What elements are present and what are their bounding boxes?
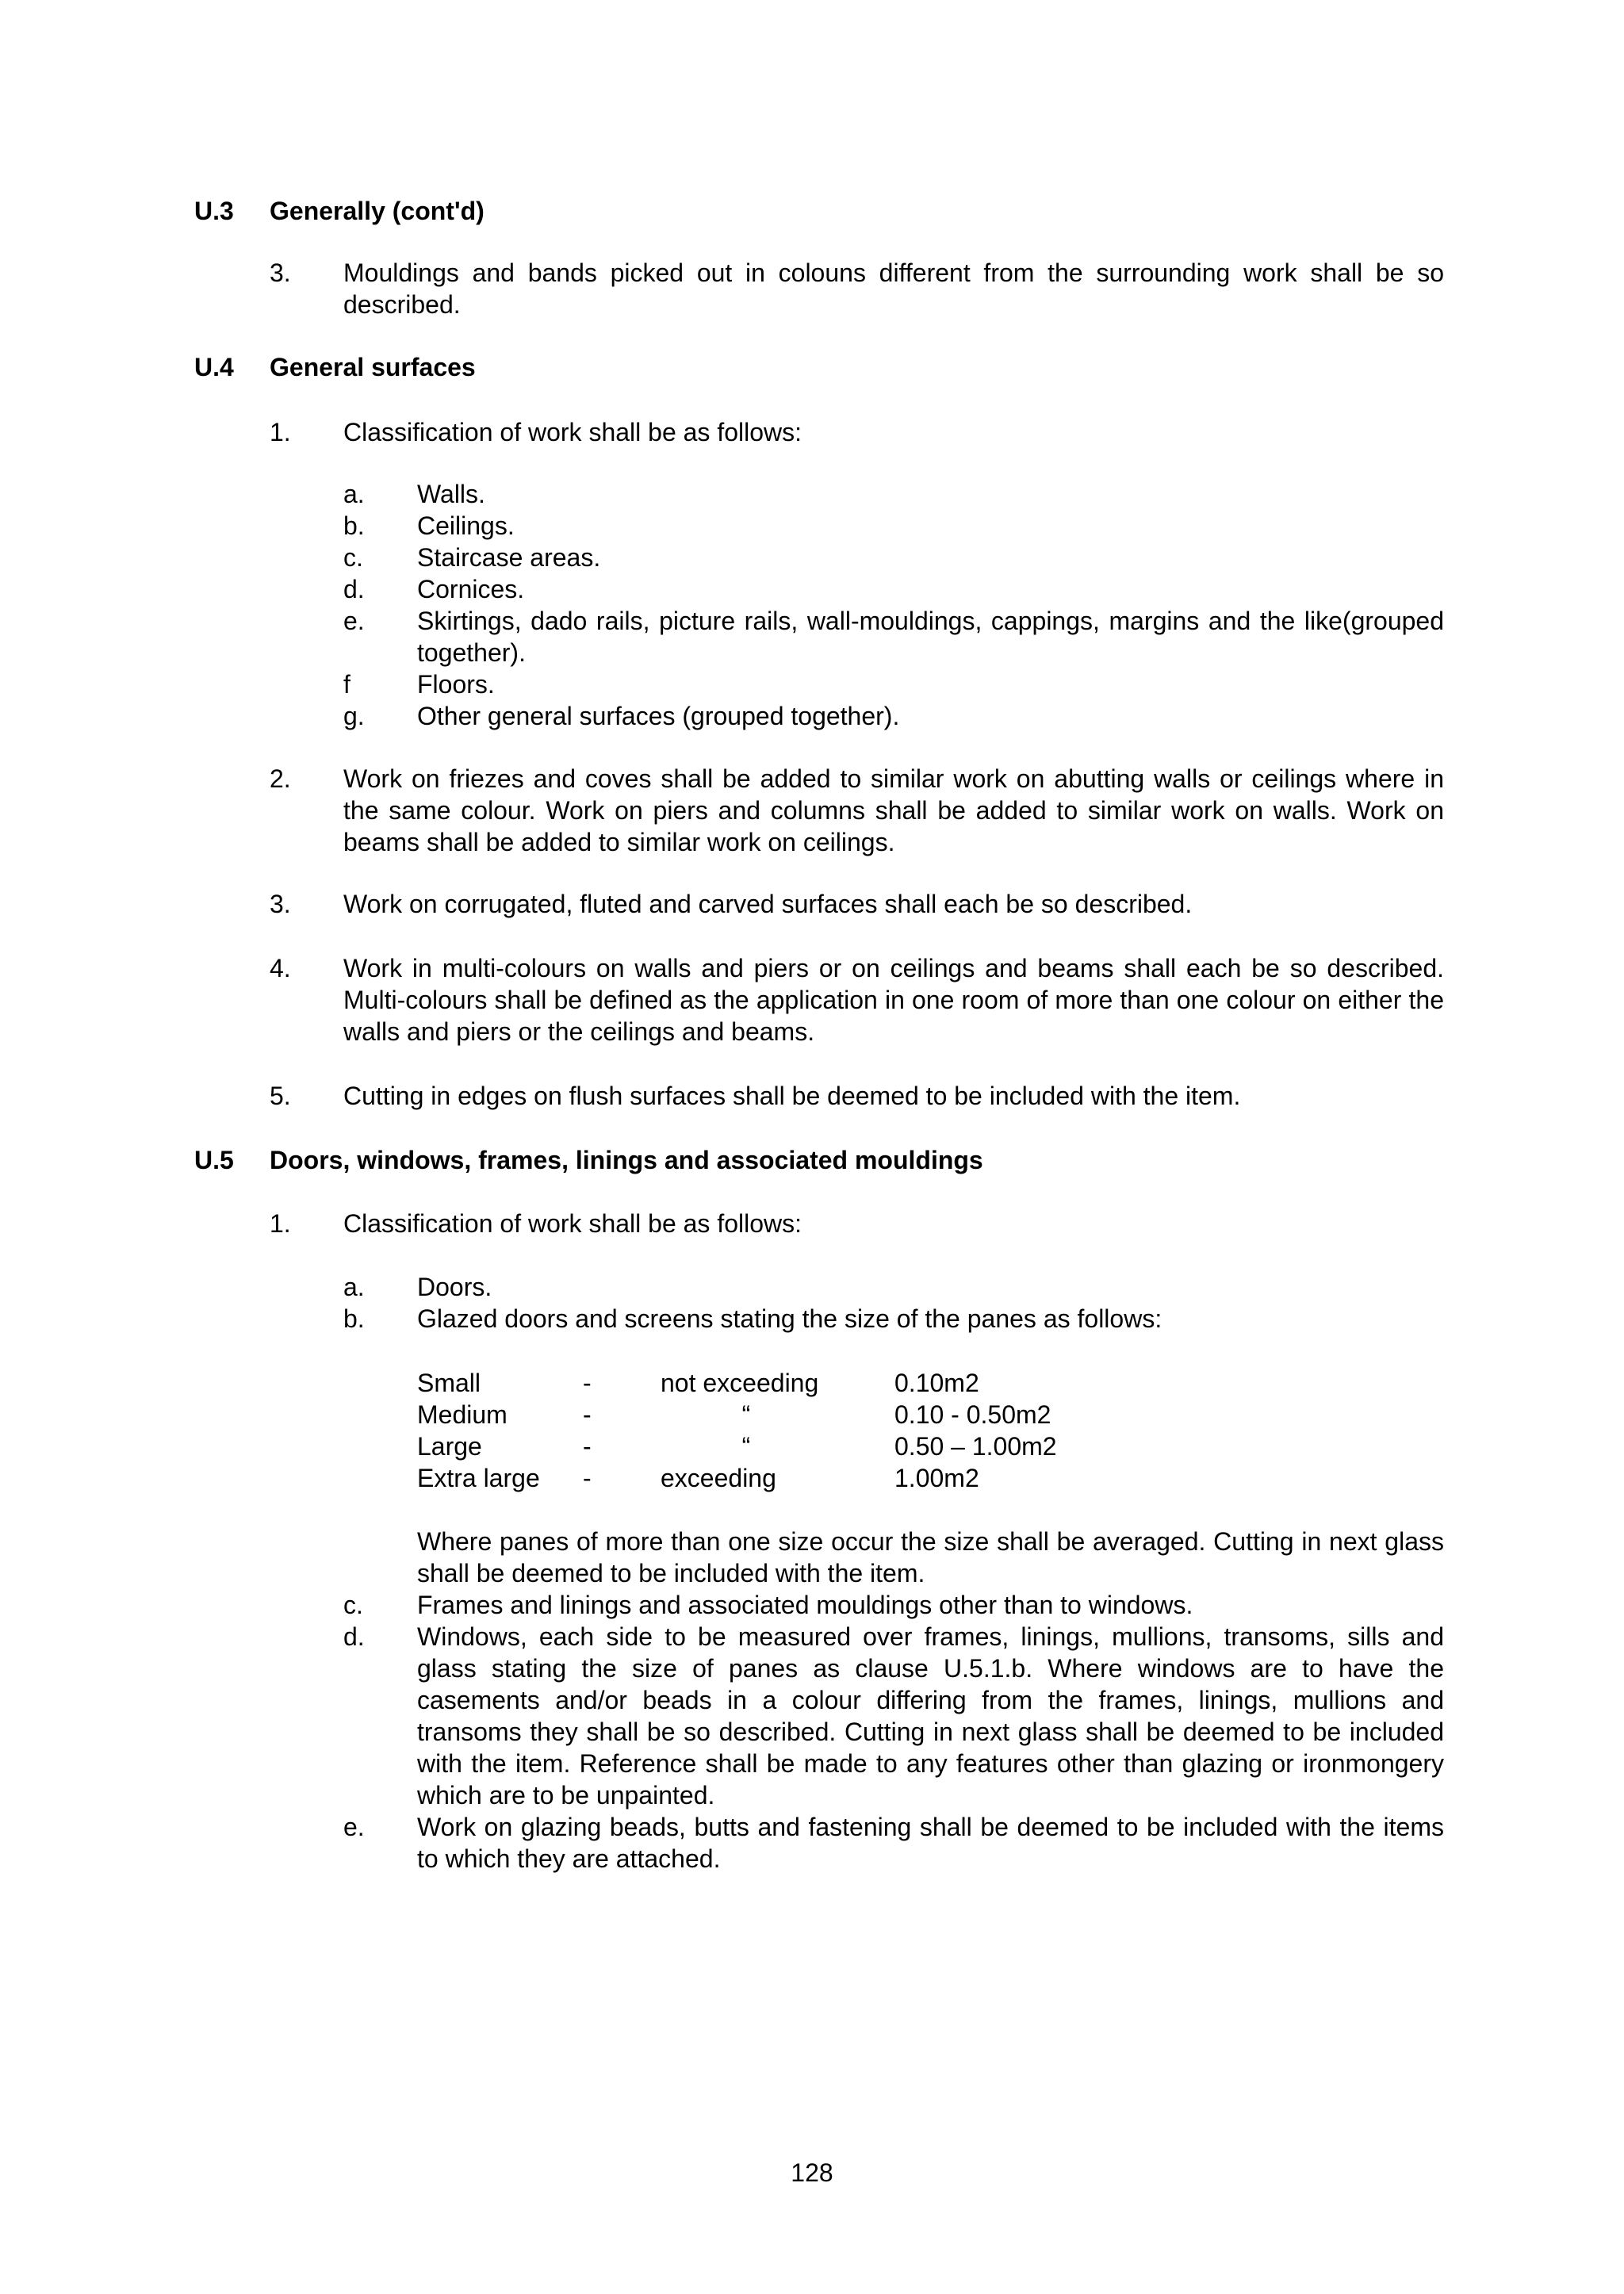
- clause-text: Classification of work shall be as follows:: [343, 1209, 802, 1238]
- table-cell-desc: “: [741, 1400, 751, 1429]
- list-label: c.: [343, 1591, 363, 1619]
- clause-text: Work in multi-colours on walls and piers or on ceilings and beams shall each be so described. Multi-colours shall be defined as the application in one room of more than one colour on either the walls and piers or the ceilings and beams.: [343, 954, 1444, 1046]
- list-item: Ceilings.: [417, 511, 515, 540]
- clause-text: Work on corrugated, fluted and carved surfaces shall each be so described.: [343, 890, 1193, 918]
- list-label: b.: [343, 511, 365, 540]
- clause-text: Work on friezes and coves shall be added to similar work on abutting walls or ceilings where in the same colour. Work on piers and columns shall be added to similar work on walls. Work on beams shall be added to similar work on ceilings.: [343, 764, 1444, 856]
- clause-number: 4.: [270, 954, 291, 982]
- table-cell-desc: exceeding: [661, 1464, 776, 1492]
- table-cell-value: 1.00m2: [894, 1464, 979, 1492]
- list-label: e.: [343, 607, 365, 635]
- clause-number: 3.: [270, 890, 291, 918]
- table-cell-desc: not exceeding: [661, 1369, 819, 1397]
- list-item: Skirtings, dado rails, picture rails, wall-mouldings, cappings, margins and the like(grouped together).: [417, 607, 1444, 667]
- clause-number: 3.: [270, 259, 291, 287]
- clause-number: 1.: [270, 418, 291, 446]
- table-cell-size: Extra large: [417, 1464, 540, 1492]
- pane-note: Where panes of more than one size occur the size shall be averaged. Cutting in next glass shall be deemed to be included with the item.: [417, 1527, 1444, 1587]
- section-code: U.3: [194, 197, 234, 225]
- list-label: e.: [343, 1813, 365, 1841]
- table-cell-size: Medium: [417, 1400, 508, 1429]
- list-item: Staircase areas.: [417, 543, 601, 572]
- table-cell-value: 0.50 – 1.00m2: [894, 1432, 1057, 1461]
- clause-number: 1.: [270, 1209, 291, 1238]
- table-cell-size: Small: [417, 1369, 481, 1397]
- list-label: a.: [343, 480, 365, 508]
- list-label: f: [343, 670, 350, 699]
- list-label: d.: [343, 1622, 365, 1651]
- list-label: g.: [343, 702, 365, 730]
- list-item: Frames and linings and associated mouldings other than to windows.: [417, 1591, 1193, 1619]
- page-number: 128: [791, 2158, 833, 2187]
- list-label: d.: [343, 575, 365, 603]
- section-code: U.4: [194, 353, 234, 381]
- list-label: a.: [343, 1273, 365, 1301]
- clause-text: Mouldings and bands picked out in colouns different from the surrounding work shall be so described.: [343, 259, 1444, 319]
- section-code: U.5: [194, 1146, 234, 1174]
- clause-text: Cutting in edges on flush surfaces shall be deemed to be included with the item.: [343, 1082, 1241, 1110]
- table-cell-dash: -: [583, 1369, 592, 1397]
- list-item: Walls.: [417, 480, 485, 508]
- section-heading: Generally (cont'd): [270, 197, 485, 225]
- table-cell-dash: -: [583, 1400, 592, 1429]
- table-cell-value: 0.10m2: [894, 1369, 979, 1397]
- section-heading: Doors, windows, frames, linings and associated mouldings: [270, 1146, 983, 1174]
- list-item: Work on glazing beads, butts and fastening shall be deemed to be included with the items to which they are attached.: [417, 1813, 1444, 1873]
- clause-number: 5.: [270, 1082, 291, 1110]
- clause-text: Classification of work shall be as follows:: [343, 418, 802, 446]
- table-cell-dash: -: [583, 1432, 592, 1461]
- table-cell-size: Large: [417, 1432, 482, 1461]
- table-cell-value: 0.10 - 0.50m2: [894, 1400, 1051, 1429]
- list-item: Cornices.: [417, 575, 525, 603]
- section-heading: General surfaces: [270, 353, 476, 381]
- list-item: Other general surfaces (grouped together).: [417, 702, 900, 730]
- clause-number: 2.: [270, 764, 291, 793]
- list-label: c.: [343, 543, 363, 572]
- list-item: Glazed doors and screens stating the size of the panes as follows:: [417, 1304, 1162, 1333]
- list-item: Windows, each side to be measured over frames, linings, mullions, transoms, sills and glass stating the size of panes as clause U.5.1.b. Where windows are to have the casements and/or beads in a colour differing from the frames, linings, mullions and transoms they shall be so described. Cutting in next glass shall be deemed to be included with the item. Reference shall be made to any features other than glazing or ironmongery which are to be unpainted.: [417, 1622, 1444, 1810]
- list-item: Doors.: [417, 1273, 492, 1301]
- list-label: b.: [343, 1304, 365, 1333]
- list-item: Floors.: [417, 670, 495, 699]
- table-cell-dash: -: [583, 1464, 592, 1492]
- table-cell-desc: “: [741, 1432, 751, 1461]
